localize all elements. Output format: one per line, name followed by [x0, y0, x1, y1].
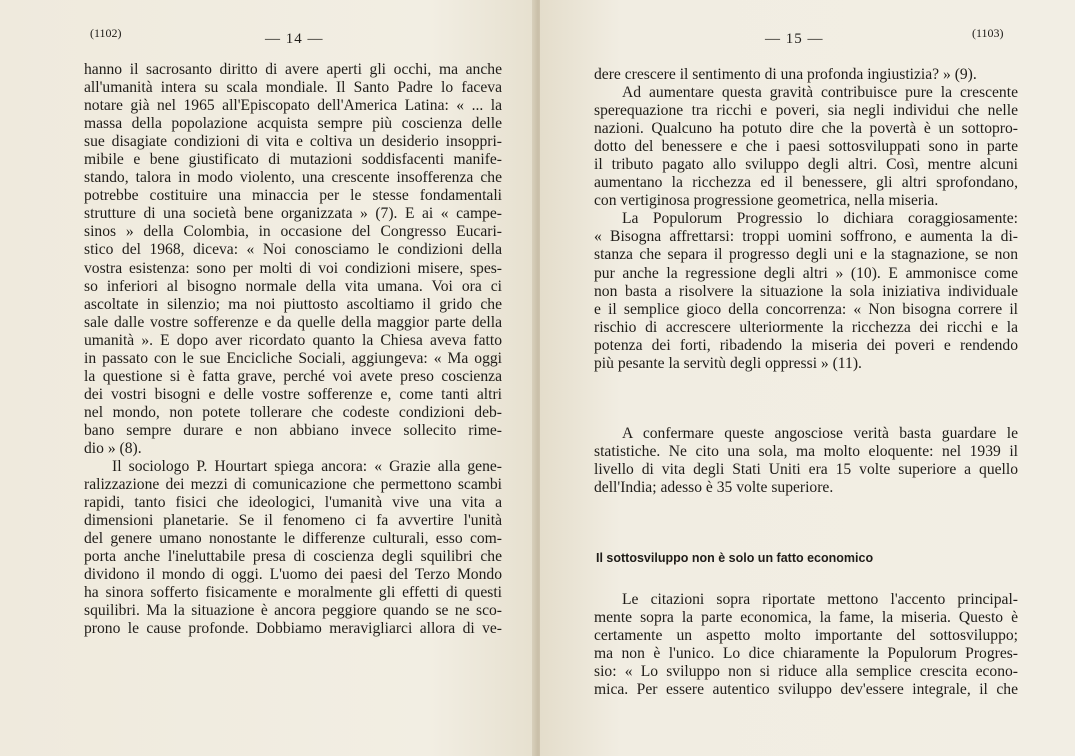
left-page-number: — 14 — [265, 31, 324, 47]
text-line: mica. Per essere autentico sviluppo dev'essere integrale, il che [594, 681, 1018, 699]
text-line: umanità ». E dopo aver ricordato quanto la Chiesa aveva fatto [84, 331, 502, 349]
text-line: so inferiori al bisogno normale della vita umana. Voi ora ci [84, 277, 502, 295]
text-line: dividono il mondo di oggi. L'uomo dei paesi del Terzo Mondo [84, 566, 502, 584]
text-line: squilibri. Ma la situazione è ancora peggiore quando se ne sco- [84, 602, 502, 620]
text-line: più pesante la servitù degli oppressi » (11). [594, 354, 862, 372]
text-line: il tributo pagato allo sviluppo degli altri. Così, mentre alcuni [594, 156, 1018, 174]
text-line: bano sempre durare e non abbiano invece sollecito rime- [84, 421, 502, 439]
text-line: del genere umano nonostante le differenze culturali, esso com- [84, 530, 502, 548]
text-line: aumentano la ricchezza ed il benessere, gli altri sprofondano, [594, 174, 1018, 192]
text-line: Le citazioni sopra riportate mettono l'accento principal- [622, 590, 1018, 608]
text-line: in passato con le sue Encicliche Sociali, aggiungeva: « Ma oggi [84, 349, 502, 367]
text-line: Ad aumentare questa gravità contribuisce pure la crescente [622, 84, 1018, 102]
text-line: notare già nel 1965 all'Episcopato dell'America Latina: « ... la [84, 97, 502, 115]
text-line: « Bisogna affrettarsi: troppi uomini soffrono, e aumenta la di- [594, 228, 1018, 246]
text-line: sinos » della Colombia, in occasione del Congresso Eucari- [84, 223, 502, 241]
text-line: porta anche l'ineluttabile presa di coscienza degli squilibri che [84, 548, 502, 566]
text-line: ascoltate in silenzio; ma noi piuttosto ascoltiamo il grido che [84, 295, 502, 313]
text-line: dell'India; adesso è 35 volte superiore. [594, 478, 834, 496]
text-line: dio » (8). [84, 439, 142, 457]
text-line: potrebbe costituire una minaccia per le stesse fondamentali [84, 187, 502, 205]
text-line: statistiche. Ne cito una sola, ma molto eloquente: nel 1939 il [594, 442, 1018, 460]
text-line: stanza che separa il progresso degli uni e la stagnazione, se non [594, 246, 1018, 264]
left-page [0, 0, 536, 756]
text-line: dei vostri bisogni e delle vostre sofferenze e, come tanti altri [84, 385, 502, 403]
text-line: strutture di una società bene organizzata » (7). E ai « campe- [84, 205, 502, 223]
text-line: stando, talora in modo violento, una crescente insofferenza che [84, 169, 502, 187]
text-line: certamente un aspetto molto importante del sottosviluppo; [594, 627, 1018, 645]
left-body-text [84, 61, 502, 639]
text-line: dotto del benessere e che i paesi sottosviluppati sono in parte [594, 138, 1018, 156]
text-line: prono le cause profonde. Dobbiamo meravigliarci allora di ve- [84, 620, 502, 638]
text-line: nazioni. Qualcuno ha potuto dire che la povertà è un sottopro- [594, 120, 1018, 138]
text-line: mente sopra la parte economica, la fame, la miseria. Questo è [594, 609, 1018, 627]
text-line: con vertiginosa progressione geometrica, nella miseria. [594, 192, 939, 210]
text-line: mibile e bene giustificato di mutazioni soddisfacenti manife- [84, 151, 502, 169]
left-header-number: (1102) [90, 26, 122, 40]
text-line: dere crescere il sentimento di una profonda ingiustizia? » (9). [594, 66, 977, 83]
text-line: vostra esistenza: sono per molti di voi condizioni misere, spes- [84, 259, 502, 277]
text-line: stico del 1968, diceva: « Noi conosciamo le condizioni della [84, 241, 502, 259]
text-line: sperequazione tra ricchi e poveri, sia negli individui che nelle [594, 102, 1018, 120]
text-line: La Populorum Progressio lo dichiara coraggiosamente: [622, 210, 1018, 228]
text-line: dimensioni planetarie. Se il fenomeno ci fa avvertire l'unità [84, 512, 502, 530]
text-line: nel mondo, non potete tollerare che codeste condizioni deb- [84, 403, 502, 421]
right-body-text [594, 66, 1018, 699]
text-line: Il sociologo P. Hourtart spiega ancora: « Grazie alla gene- [112, 458, 502, 476]
text-line: all'umanità intera su scala mondiale. Il Santo Padre lo faceva [84, 79, 502, 97]
right-page-number: — 15 — [765, 31, 824, 47]
text-line: rapidi, tanto fisici che ideologici, l'umanità vive una vita a [84, 494, 502, 512]
paragraph-block [594, 425, 1018, 497]
text-line: sue disagiate condizioni di vita e coltiva un desiderio insoppri- [84, 133, 502, 151]
text-line: livello di vita degli Stati Uniti era 15 volte superiore a quello [594, 460, 1018, 478]
right-header-number: (1103) [972, 26, 1004, 40]
text-line: non basta a risolvere la situazione la sola iniziativa individuale [594, 282, 1018, 300]
paragraph-block [594, 591, 1018, 699]
text-line: ralizzazione dei mezzi di comunicazione che permettono scambi [84, 476, 502, 494]
text-line: rischio di accrescere ulteriormente la ricchezza dei ricchi e la [594, 318, 1018, 336]
text-line: e il semplice gioco della concorrenza: « Non bisogna correre il [594, 300, 1018, 318]
paragraph-block [594, 66, 1018, 373]
text-line: A confermare queste angosciose verità basta guardare le [622, 424, 1018, 442]
text-line: massa della popolazione acquista sempre più coscienza delle [84, 115, 502, 133]
right-page [540, 0, 1075, 756]
section-heading: Il sottosviluppo non è solo un fatto economico [596, 550, 874, 565]
text-line: hanno il sacrosanto diritto di avere aperti gli occhi, ma anche [84, 61, 502, 78]
text-line: potenza dei forti, ribadendo la miseria dei poveri e rendendo [594, 336, 1018, 354]
text-line: ha sinora sofferto fisicamente e moralmente gli effetti di questi [84, 584, 502, 602]
text-line: la questione si è fatta grave, perché voi avete preso coscienza [84, 367, 502, 385]
text-line: ma non è l'unico. Lo dice chiaramente la Populorum Progres- [594, 645, 1018, 663]
text-line: pur anche la regressione degli altri » (10). E ammonisce come [594, 264, 1018, 282]
text-line: sio: « Lo sviluppo non si riduce alla semplice crescita econo- [594, 663, 1018, 681]
text-line: sale dalle vostre sofferenze e da quelle della maggior parte della [84, 313, 502, 331]
